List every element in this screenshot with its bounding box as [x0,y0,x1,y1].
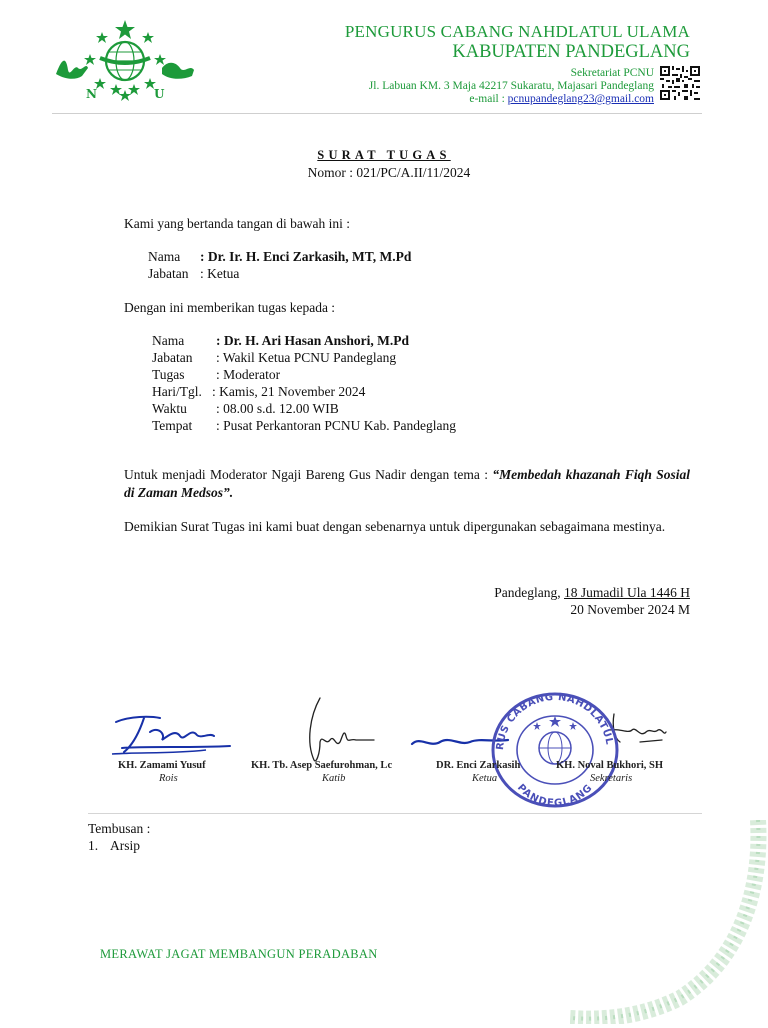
field-label: Jabatan [148,266,189,281]
closing-paragraph: Demikian Surat Tugas ini kami buat dengan sebenarnya untuk dipergunakan sebagaimana mestinya. [124,519,666,534]
assignee-row [152,350,572,367]
field-value: : 08.00 s.d. 12.00 WIB [216,401,339,416]
signer-name-katib: KH. Tb. Asep Saefurohman, Lc [251,760,393,771]
signer-name-ketua: DR. Enci Zarkasih [436,760,521,771]
decorative-rope-ornament [570,820,768,1024]
signer-position-row [148,266,548,283]
letter-title: SURAT TUGAS [317,148,451,162]
official-stamp [485,688,625,812]
assignee-row [152,401,572,418]
field-label: Hari/Tgl. [152,384,202,399]
nu-logo [52,18,198,104]
signature-rois [110,708,235,763]
logo-letter-n: N [86,87,97,101]
signer-role-rois: Rois [159,773,178,784]
letter-number: Nomor : 021/PC/A.II/11/2024 [307,165,471,180]
signer-name-sekretaris: KH. Noval Bukhori, SH [556,760,664,771]
signer-role-sekretaris: Sekretaris [590,773,633,784]
field-label: Waktu [152,401,187,416]
cc-item-text: Arsip [110,838,140,853]
purpose-theme: “Membedah khazanah Fiqh Sosial di Zaman Medsos”. [124,467,690,500]
footer-divider [88,813,702,814]
field-value: : Kamis, 21 November 2024 [212,384,366,399]
field-value: : Pusat Perkantoran PCNU Kab. Pandeglang [216,418,456,433]
letter-place: Pandeglang, [494,585,564,600]
cc-item-number: 1. [88,838,99,853]
field-label: Nama [148,249,181,264]
signer-name-row [148,249,548,266]
org-address: Jl. Labuan KM. 3 Maja 42217 Sukaratu, Majasari Pandeglang [368,80,654,92]
signer-name-rois: KH. Zamami Yusuf [118,760,206,771]
field-label: Jabatan [152,350,193,365]
assignee-row [152,367,572,384]
hijri-date: 18 Jumadil Ula 1446 H [564,585,690,600]
org-motto: MERAWAT JAGAT MEMBANGUN PERADABAN [100,947,378,961]
assignee-row [152,333,572,350]
header-divider [52,113,702,114]
svg-text:PANDEGLANG [515,782,595,809]
cc-heading: Tembusan : [88,821,151,836]
org-name-line1: PENGURUS CABANG NAHDLATUL ULAMA [344,22,690,41]
signer-block [148,249,548,283]
logo-letter-u: U [154,87,165,101]
assignee-block [152,333,572,435]
letter-date-hijri [494,585,690,601]
assignee-row [152,418,572,435]
qr-code-icon [660,66,700,100]
signature-katib [296,694,376,766]
signer-role-katib: Katib [322,773,346,784]
assign-intro-text: Dengan ini memberikan tugas kepada : [124,300,336,315]
org-name-line2: KABUPATEN PANDEGLANG [452,42,690,62]
signer-role-ketua: Ketua [472,773,498,784]
field-value: : Dr. H. Ari Hasan Anshori, M.Pd [216,333,410,348]
field-value: : Wakil Ketua PCNU Pandeglang [216,350,397,365]
email-link[interactable]: pcnupandeglang23@gmail.com [507,93,654,105]
field-label: Tugas [152,367,185,382]
purpose-text: Untuk menjadi Moderator Ngaji Bareng Gus Nadir dengan tema : [124,467,493,482]
secretariat-label: Sekretariat PCNU [570,67,654,79]
stamp-bottom-text: PANDEGLANG [514,782,596,810]
stamp-top-text: RUS CABANG NAHDLATUL [494,691,615,751]
letter-date-masehi: 20 November 2024 M [570,602,690,617]
purpose-paragraph [124,466,690,502]
field-label: Tempat [152,418,193,433]
intro-text: Kami yang bertanda tangan di bawah ini : [124,216,351,231]
email-label: e-mail : [469,93,508,105]
email-line [469,93,654,105]
field-label: Nama [152,333,185,348]
field-value: : Moderator [216,367,281,382]
field-value: : Dr. Ir. H. Enci Zarkasih, MT, M.Pd [200,249,412,264]
assignee-row [152,384,572,401]
field-value: : Ketua [200,266,240,281]
